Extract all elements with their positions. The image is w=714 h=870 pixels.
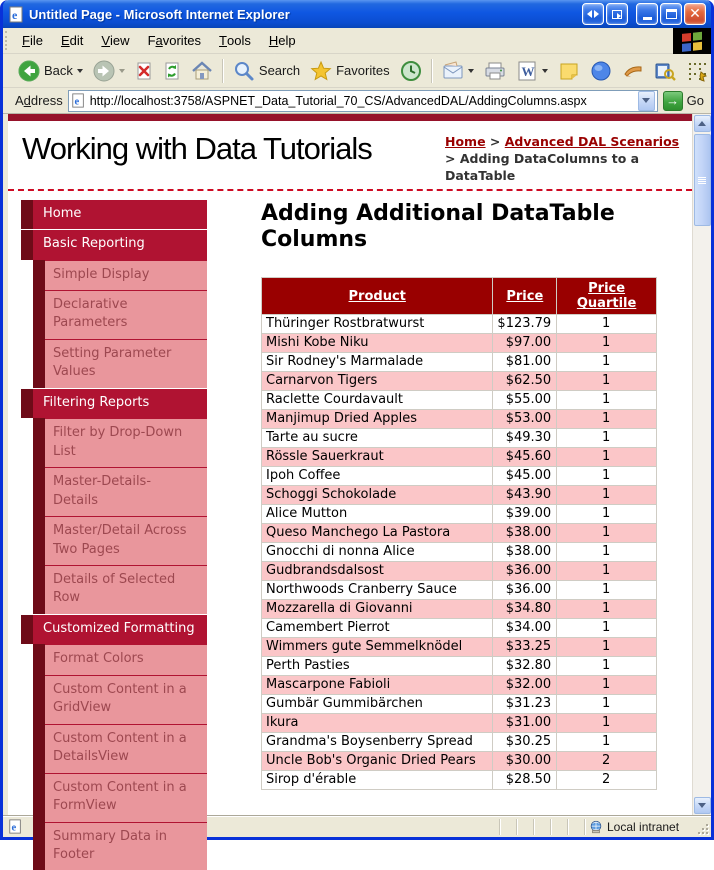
stop-icon [135, 62, 153, 80]
main-content [261, 191, 667, 791]
sidebar-item-home[interactable] [21, 200, 207, 229]
forward-icon [93, 60, 115, 82]
price-cell: $62.50 [493, 372, 557, 391]
product-cell: Mozzarella di Giovanni [262, 600, 493, 619]
quartile-cell: 1 [557, 695, 657, 714]
sort-link[interactable]: Price [506, 289, 543, 304]
table-row [262, 334, 657, 353]
back-icon [18, 60, 40, 82]
dotted-grid-icon [686, 60, 708, 82]
product-cell: Sir Rodney's Marmalade [262, 353, 493, 372]
price-cell: $30.00 [493, 752, 557, 771]
price-cell: $32.00 [493, 676, 557, 695]
menu-edit[interactable]: E dit [52, 28, 92, 53]
pop-out-button[interactable] [606, 3, 628, 25]
sidebar-item-format-colors[interactable] [33, 644, 207, 674]
menu-view[interactable]: V iew [92, 28, 138, 53]
sidebar-nav [21, 199, 207, 870]
svg-text:W: W [521, 64, 534, 79]
sidebar-item-label: Details of Selected Row [45, 565, 207, 614]
sidebar-item-strip [33, 724, 45, 773]
page-top-red-bar [8, 114, 692, 121]
sidebar-item-details-of-selected-row[interactable] [33, 565, 207, 614]
table-row [262, 752, 657, 771]
menu-tools[interactable]: T ools [210, 28, 260, 53]
product-cell: Ipoh Coffee [262, 467, 493, 486]
stop-button[interactable] [131, 60, 157, 82]
page-header [8, 121, 692, 191]
sidebar-item-strip [33, 565, 45, 614]
column-header-product [262, 278, 493, 315]
svg-text:e: e [12, 8, 18, 22]
sort-link[interactable]: Price Quartile [577, 281, 636, 311]
address-url: http://localhost:3758/ASPNET_Data_Tutorial_70_CS/AdvancedDAL/AddingColumns.aspx [90, 94, 638, 108]
price-cell: $45.00 [493, 467, 557, 486]
price-cell: $49.30 [493, 429, 557, 448]
status-pane [499, 819, 516, 835]
page-title: Adding Additional DataTable Columns [261, 191, 667, 254]
table-row [262, 391, 657, 410]
window-title: Untitled Page - Microsoft Internet Explorer [29, 7, 580, 22]
breadcrumb: Home > Advanced DAL Scenarios > Adding DataColumns to a DataTable [445, 131, 680, 185]
price-cell: $43.90 [493, 486, 557, 505]
quartile-cell: 1 [557, 600, 657, 619]
toolbar-separator [431, 59, 433, 83]
sidebar-item-simple-display[interactable] [33, 260, 207, 290]
address-input[interactable] [68, 90, 658, 112]
product-cell: Mishi Kobe Niku [262, 334, 493, 353]
sidebar-item-strip [33, 675, 45, 724]
product-cell: Gnocchi di nonna Alice [262, 543, 493, 562]
product-cell: Carnarvon Tigers [262, 372, 493, 391]
quartile-cell: 1 [557, 733, 657, 752]
sidebar-item-label: Format Colors [45, 644, 207, 674]
quartile-cell: 1 [557, 429, 657, 448]
sidebar-item-label: Master/Detail Across Two Pages [45, 516, 207, 565]
price-cell: $28.50 [493, 771, 557, 790]
favorites-button[interactable] [306, 58, 393, 84]
mail-dropdown-icon[interactable] [468, 69, 474, 76]
quartile-cell: 1 [557, 391, 657, 410]
price-cell: $31.00 [493, 714, 557, 733]
table-row [262, 657, 657, 676]
quartile-cell: 1 [557, 543, 657, 562]
menu-file[interactable]: F ile [13, 28, 52, 53]
search-icon [233, 60, 255, 82]
sidebar-item-label: Declarative Parameters [45, 290, 207, 339]
sidebar-item-label: Customized Formatting [33, 615, 207, 644]
product-cell: Gumbär Gummibärchen [262, 695, 493, 714]
menu-favorites[interactable]: F a vorites [139, 28, 210, 53]
table-row [262, 410, 657, 429]
table-row [262, 543, 657, 562]
price-cell: $81.00 [493, 353, 557, 372]
sort-link[interactable]: Product [349, 289, 406, 304]
web-page [8, 114, 692, 815]
edit-with-word-button[interactable] [512, 58, 552, 84]
sidebar-item-label: Custom Content in a GridView [45, 675, 207, 724]
product-cell: Northwoods Cranberry Sauce [262, 581, 493, 600]
status-pane [550, 819, 567, 835]
quartile-cell: 2 [557, 752, 657, 771]
sidebar-item-strip [33, 260, 45, 290]
breadcrumb-link[interactable]: Home [445, 134, 486, 149]
scroll-up-button[interactable] [694, 115, 711, 132]
product-cell: Ikura [262, 714, 493, 733]
quartile-cell: 1 [557, 581, 657, 600]
sidebar-item-strip [21, 200, 33, 229]
go-button[interactable] [663, 91, 708, 111]
product-cell: Queso Manchego La Pastora [262, 524, 493, 543]
ie-app-icon [8, 6, 25, 23]
table-row [262, 505, 657, 524]
product-cell: Grandma's Boysenberry Spread [262, 733, 493, 752]
breadcrumb-link[interactable]: Advanced DAL Scenarios [505, 134, 679, 149]
quartile-cell: 1 [557, 619, 657, 638]
address-label: Address [15, 93, 63, 108]
site-title: Working with Data Tutorials [22, 131, 445, 185]
print-icon [484, 60, 506, 82]
table-row [262, 353, 657, 372]
menu-help[interactable]: H elp [260, 28, 305, 53]
breadcrumb-current: Adding DataColumns to a DataTable [445, 151, 639, 183]
product-cell: Thüringer Rostbratwurst [262, 315, 493, 334]
favorites-star-icon [310, 60, 332, 82]
quartile-cell: 1 [557, 372, 657, 391]
sidebar-item-label: Summary Data in Footer [45, 822, 207, 870]
quartile-cell: 1 [557, 524, 657, 543]
back-dropdown-icon[interactable] [77, 69, 83, 76]
favorites-label: Favorites [336, 63, 389, 78]
security-zone-label: Local intranet [607, 820, 679, 834]
scrollbar-thumb[interactable] [694, 134, 711, 226]
table-row [262, 524, 657, 543]
sidebar-item-strip [33, 773, 45, 822]
note-icon [558, 60, 580, 82]
price-cell: $39.00 [493, 505, 557, 524]
column-header-price [493, 278, 557, 315]
book-search-icon [654, 60, 676, 82]
sidebar-item-label: Filter by Drop-Down List [45, 418, 207, 467]
refresh-button[interactable] [159, 60, 185, 82]
address-bar [3, 88, 711, 114]
product-cell: Camembert Pierrot [262, 619, 493, 638]
home-button[interactable] [187, 58, 217, 84]
sidebar-item-strip [21, 230, 33, 259]
sidebar-item-strip [21, 389, 33, 418]
table-row [262, 695, 657, 714]
sidebar-item-strip [21, 615, 33, 644]
scroll-down-button[interactable] [694, 797, 711, 814]
address-dropdown-button[interactable] [638, 91, 655, 111]
sidebar-item-strip [33, 644, 45, 674]
table-row [262, 429, 657, 448]
price-cell: $38.00 [493, 524, 557, 543]
forward-dropdown-icon[interactable] [119, 69, 125, 76]
quartile-cell: 1 [557, 638, 657, 657]
sidebar-item-label: Setting Parameter Values [45, 339, 207, 388]
pan-left-right-button[interactable] [582, 3, 604, 25]
browser-viewport [3, 114, 711, 815]
local-intranet-icon [589, 820, 603, 834]
select-grid-button[interactable] [682, 58, 712, 84]
price-cell: $30.25 [493, 733, 557, 752]
price-cell: $123.79 [493, 315, 557, 334]
edit-dropdown-icon[interactable] [542, 69, 548, 76]
price-cell: $31.23 [493, 695, 557, 714]
vertical-scrollbar[interactable] [692, 114, 711, 815]
table-row [262, 562, 657, 581]
mail-icon [442, 60, 464, 82]
table-row [262, 771, 657, 790]
mail-button[interactable] [438, 58, 478, 84]
sidebar-item-declarative-parameters[interactable] [33, 290, 207, 339]
close-button[interactable]: ✕ [684, 3, 706, 25]
product-cell: Mascarpone Fabioli [262, 676, 493, 695]
quartile-cell: 1 [557, 467, 657, 486]
forward-button[interactable] [89, 58, 129, 84]
back-button[interactable] [14, 58, 87, 84]
sidebar-item-setting-parameter-values[interactable] [33, 339, 207, 388]
price-cell: $38.00 [493, 543, 557, 562]
quartile-cell: 1 [557, 562, 657, 581]
sidebar-item-summary-data-in-footer[interactable] [33, 822, 207, 870]
quartile-cell: 1 [557, 486, 657, 505]
table-row [262, 733, 657, 752]
research-icon [622, 60, 644, 82]
sidebar-item-label: Custom Content in a DetailsView [45, 724, 207, 773]
sidebar-item-strip [33, 822, 45, 870]
table-row [262, 676, 657, 695]
refresh-icon [163, 62, 181, 80]
product-cell: Uncle Bob's Organic Dried Pears [262, 752, 493, 771]
status-pane [533, 819, 550, 835]
product-cell: Raclette Courdavault [262, 391, 493, 410]
back-label: Back [44, 63, 73, 78]
price-cell: $53.00 [493, 410, 557, 429]
sidebar-item-label: Basic Reporting [33, 230, 207, 259]
price-cell: $36.00 [493, 562, 557, 581]
sidebar-item-strip [33, 290, 45, 339]
table-row [262, 638, 657, 657]
quartile-cell: 1 [557, 505, 657, 524]
resize-grip[interactable] [696, 819, 709, 835]
title-bar [3, 0, 711, 28]
sidebar-item-label: Simple Display [45, 260, 207, 290]
security-zone-panel [584, 819, 696, 835]
quartile-cell: 1 [557, 676, 657, 695]
quartile-cell: 1 [557, 334, 657, 353]
svg-text:e: e [12, 822, 17, 833]
table-row [262, 448, 657, 467]
product-cell: Alice Mutton [262, 505, 493, 524]
reference-button[interactable] [650, 58, 680, 84]
home-icon [191, 60, 213, 82]
svg-text:e: e [74, 96, 79, 107]
product-cell: Sirop d'érable [262, 771, 493, 790]
sidebar-item-label: Master-Details-Details [45, 467, 207, 516]
messenger-sphere-icon [590, 60, 612, 82]
price-cell: $33.25 [493, 638, 557, 657]
table-row [262, 600, 657, 619]
quartile-cell: 1 [557, 410, 657, 429]
print-button[interactable] [480, 58, 510, 84]
menu-bar [3, 28, 711, 54]
quartile-cell: 1 [557, 714, 657, 733]
product-cell: Perth Pasties [262, 657, 493, 676]
table-row [262, 581, 657, 600]
sidebar-item-customized-formatting[interactable] [21, 615, 207, 644]
product-cell: Wimmers gute Semmelknödel [262, 638, 493, 657]
minimize-button[interactable] [636, 3, 658, 25]
quartile-cell: 1 [557, 315, 657, 334]
table-row [262, 619, 657, 638]
search-label: Search [259, 63, 300, 78]
go-arrow-icon: → [663, 91, 683, 111]
sidebar-item-strip [33, 467, 45, 516]
product-cell: Rössle Sauerkraut [262, 448, 493, 467]
table-row [262, 467, 657, 486]
discuss-button[interactable] [554, 58, 584, 84]
price-cell: $45.60 [493, 448, 557, 467]
sidebar-item-strip [33, 339, 45, 388]
sidebar-item-filtering-reports[interactable] [21, 389, 207, 418]
sidebar-item-filter-by-drop-down-list[interactable] [33, 418, 207, 467]
status-pane [567, 819, 584, 835]
sidebar-item-label: Filtering Reports [33, 389, 207, 418]
research-button[interactable] [618, 58, 648, 84]
word-icon [516, 60, 538, 82]
sidebar-item-label: Home [33, 200, 207, 229]
table-row [262, 714, 657, 733]
sidebar-item-custom-content-in-a-gridview[interactable] [33, 675, 207, 724]
sidebar-item-custom-content-in-a-formview[interactable] [33, 773, 207, 822]
history-button[interactable] [396, 58, 426, 84]
search-button[interactable] [229, 58, 304, 84]
status-pane [516, 819, 533, 835]
sidebar-item-label: Custom Content in a FormView [45, 773, 207, 822]
column-header-price-quartile [557, 278, 657, 315]
price-cell: $36.00 [493, 581, 557, 600]
price-cell: $32.80 [493, 657, 557, 676]
product-cell: Tarte au sucre [262, 429, 493, 448]
table-row [262, 486, 657, 505]
maximize-button[interactable] [660, 3, 682, 25]
table-row [262, 315, 657, 334]
sidebar-item-master-details-details[interactable] [33, 467, 207, 516]
go-label: Go [687, 93, 704, 108]
product-cell: Gudbrandsdalsost [262, 562, 493, 581]
price-cell: $55.00 [493, 391, 557, 410]
quartile-cell: 1 [557, 657, 657, 676]
price-cell: $97.00 [493, 334, 557, 353]
sidebar-item-custom-content-in-a-detailsview[interactable] [33, 724, 207, 773]
messenger-button[interactable] [586, 58, 616, 84]
quartile-cell: 1 [557, 353, 657, 372]
ie-page-icon [71, 93, 86, 108]
sidebar-item-master-detail-across-two-pages[interactable] [33, 516, 207, 565]
history-icon [400, 60, 422, 82]
menu-grip[interactable] [5, 31, 11, 50]
product-cell: Schoggi Schokolade [262, 486, 493, 505]
product-cell: Manjimup Dried Apples [262, 410, 493, 429]
standard-toolbar [3, 54, 711, 88]
sidebar-item-basic-reporting[interactable] [21, 230, 207, 259]
quartile-cell: 1 [557, 448, 657, 467]
products-gridview [261, 277, 657, 790]
quartile-cell: 2 [557, 771, 657, 790]
price-cell: $34.80 [493, 600, 557, 619]
table-row [262, 372, 657, 391]
price-cell: $34.00 [493, 619, 557, 638]
toolbar-separator [222, 59, 224, 83]
windows-logo-throbber [673, 28, 711, 54]
sidebar-item-strip [33, 516, 45, 565]
sidebar-item-strip [33, 418, 45, 467]
